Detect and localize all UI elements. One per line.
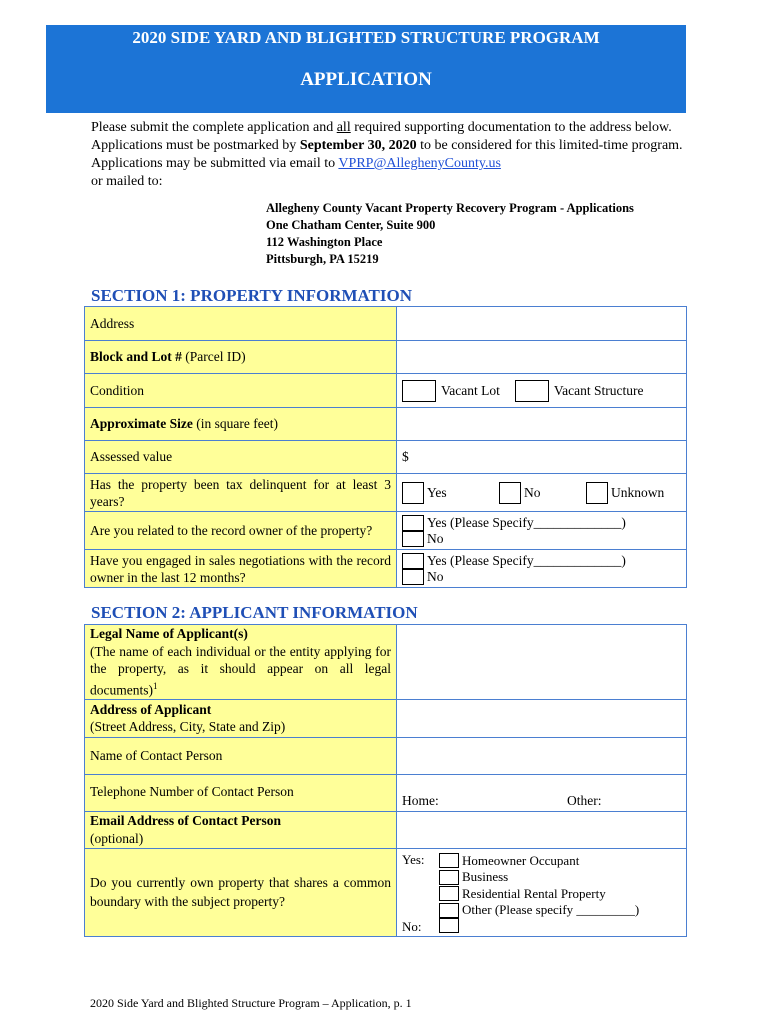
intro-all: all <box>336 120 351 135</box>
intro-text-1: Please submit the complete application and <box>91 120 337 135</box>
condition-options <box>397 374 687 408</box>
negotiations-yes-checkbox[interactable] <box>402 553 424 569</box>
rental-checkbox[interactable] <box>439 886 459 901</box>
delinquent-options <box>397 474 687 512</box>
applicant-address-field[interactable] <box>397 699 687 737</box>
section2-title: SECTION 2: APPLICANT INFORMATION <box>91 603 418 622</box>
delinquent-yes-label: Yes <box>427 484 447 500</box>
email-link[interactable]: VPRP@AlleghenyCounty.us <box>338 156 501 171</box>
negotiations-yes-label: Yes (Please Specify_____________) <box>427 552 626 568</box>
applicant-address-label: Address of Applicant (Street Address, City, State and Zip) <box>85 699 397 737</box>
negotiations-no-checkbox[interactable] <box>402 569 424 585</box>
legal-name-label: Legal Name of Applicant(s) (The name of each individual or the entity applying for the property, as it should appear on all legal documents)$^1$ <box>85 625 397 700</box>
block-lot-label: Block and Lot # (Parcel ID) <box>85 341 397 374</box>
negotiations-no-label: No <box>427 568 444 584</box>
address-label: Address <box>85 307 397 341</box>
delinquent-no-checkbox[interactable] <box>499 482 521 504</box>
vacant-structure-label: Vacant Structure <box>553 382 644 398</box>
option-rental: Residential Rental Property <box>462 885 606 901</box>
negotiations-question: Have you engaged in sales negotiations with the record owner in the last 12 months? <box>85 550 397 588</box>
section1-title: SECTION 1: PROPERTY INFORMATION <box>91 286 412 305</box>
application-title: APPLICATION <box>300 69 432 90</box>
approx-size-field[interactable] <box>397 408 687 441</box>
own-no-checkbox[interactable] <box>439 918 459 933</box>
option-homeowner: Homeowner Occupant <box>462 852 580 868</box>
business-checkbox[interactable] <box>439 870 459 885</box>
delinquent-unknown-label: Unknown <box>611 484 665 500</box>
other-label: Other: <box>567 792 602 808</box>
footnote-mark: 1 <box>153 680 158 691</box>
related-no-label: No <box>427 530 444 546</box>
address-line-2: One Chatham Center, Suite 900 <box>266 218 436 232</box>
condition-label: Condition <box>85 374 397 408</box>
address-field[interactable] <box>397 307 687 341</box>
own-property-question: Do you currently own property that shares a common boundary with the subject property? <box>85 848 397 936</box>
other-checkbox[interactable] <box>439 903 459 918</box>
own-no-label: No: <box>402 918 422 934</box>
block-lot-field[interactable] <box>397 341 687 374</box>
approx-size-label: Approximate Size (in square feet) <box>85 408 397 441</box>
negotiations-options <box>397 550 687 588</box>
contact-name-field[interactable] <box>397 737 687 774</box>
vacant-lot-checkbox[interactable] <box>402 380 436 402</box>
related-options <box>397 512 687 550</box>
email-field[interactable] <box>397 811 687 848</box>
applicant-info-table <box>84 624 687 937</box>
intro-text-2: required supporting documentation to the address below. Applications must be postmarked by <box>91 120 672 153</box>
address-line-4: Pittsburgh, PA 15219 <box>266 252 379 266</box>
vacant-structure-checkbox[interactable] <box>515 380 549 402</box>
delinquent-yes-checkbox[interactable] <box>402 482 424 504</box>
delinquent-no-label: No <box>524 484 541 500</box>
dollar-sign: $ <box>402 449 409 464</box>
telephone-label: Telephone Number of Contact Person <box>85 774 397 811</box>
delinquent-unknown-checkbox[interactable] <box>586 482 608 504</box>
intro-paragraph <box>91 119 686 191</box>
option-business: Business <box>462 869 509 884</box>
own-yes-label: Yes: <box>402 851 425 867</box>
email-label: Email Address of Contact Person (optional) <box>85 811 397 848</box>
delinquent-question: Has the property been tax delinquent for at least 3 years? <box>85 474 397 512</box>
intro-text-4: or mailed to: <box>91 174 163 189</box>
deadline-date: September 30, 2020 <box>299 138 417 153</box>
related-yes-checkbox[interactable] <box>402 515 424 531</box>
legal-name-field[interactable] <box>397 625 687 700</box>
related-no-checkbox[interactable] <box>402 531 424 547</box>
related-yes-label: Yes (Please Specify_____________) <box>427 514 626 530</box>
mailing-address <box>266 200 634 268</box>
related-question: Are you related to the record owner of the property? <box>85 512 397 550</box>
option-other: Other (Please specify _________) <box>462 902 640 917</box>
page-footer: 2020 Side Yard and Blighted Structure Program – Application, p. 1 <box>90 996 412 1010</box>
own-property-options <box>397 848 687 936</box>
telephone-field[interactable] <box>397 774 687 811</box>
homeowner-checkbox[interactable] <box>439 853 459 868</box>
address-line-3: 112 Washington Place <box>266 235 383 249</box>
home-label: Home: <box>402 792 439 808</box>
property-info-table <box>84 306 687 588</box>
contact-name-label: Name of Contact Person <box>85 737 397 774</box>
address-line-1: Allegheny County Vacant Property Recovery Program - Applications <box>266 201 634 215</box>
header-banner <box>46 25 686 113</box>
intro-text-3: to be considered for this limited-time program. Applications may be submitted via email to <box>91 138 683 171</box>
assessed-value-field[interactable] <box>397 441 687 474</box>
assessed-value-label: Assessed value <box>85 441 397 474</box>
program-title: 2020 SIDE YARD AND BLIGHTED STRUCTURE PROGRAM <box>132 28 600 47</box>
vacant-lot-label: Vacant Lot <box>441 382 500 398</box>
